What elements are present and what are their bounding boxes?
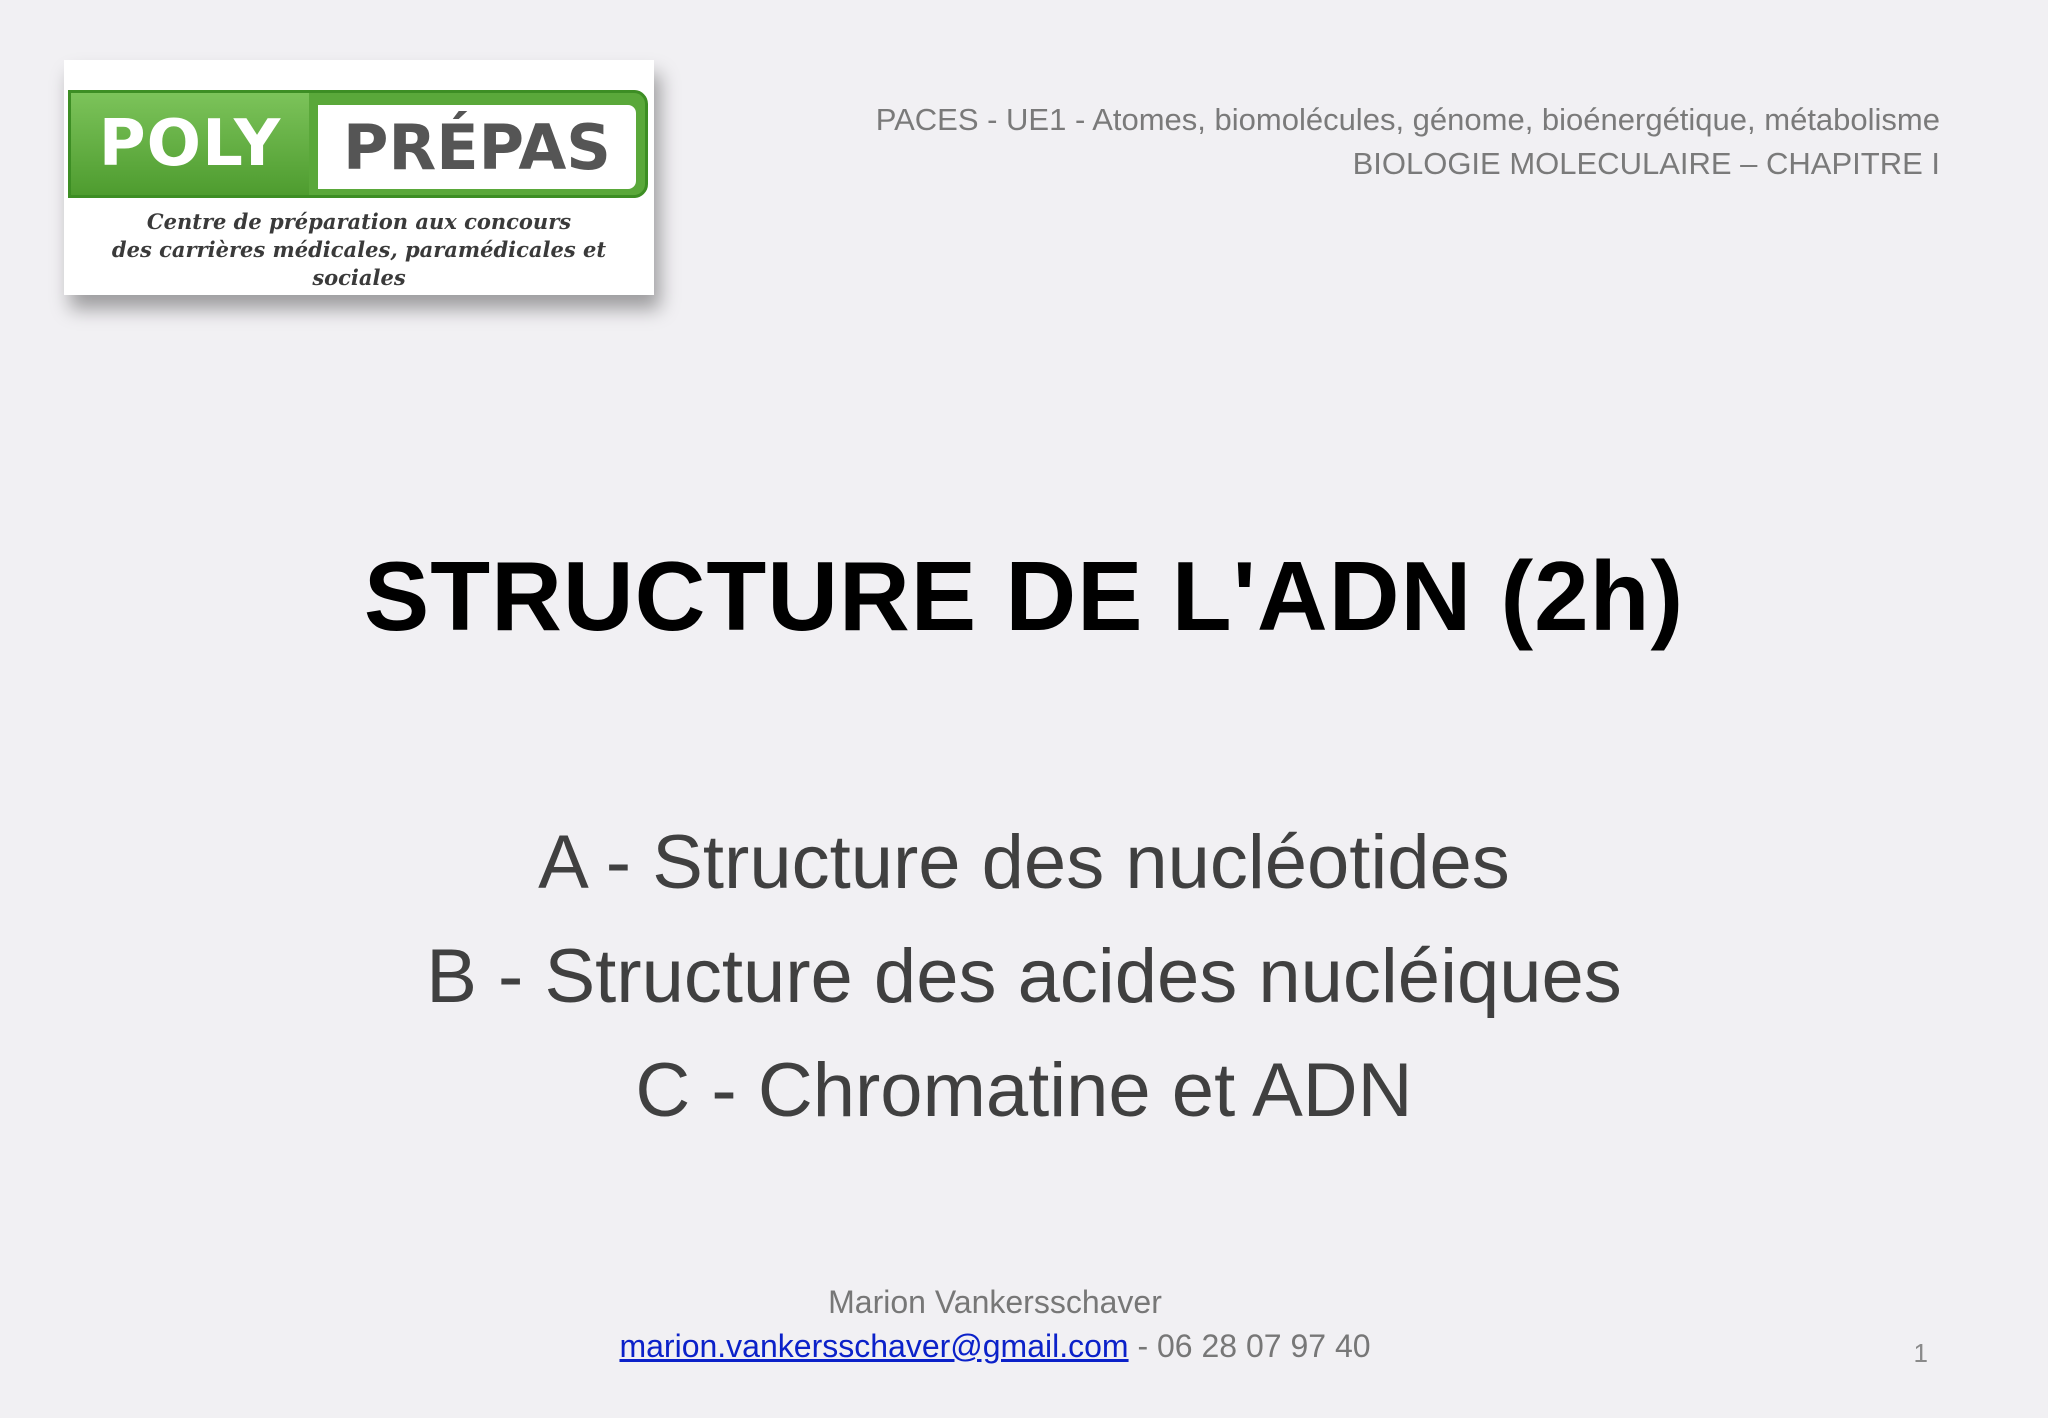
page-number: 1	[1913, 1338, 1928, 1368]
logo-tagline-line-2: des carrières médicales, paramédicales et sociales	[111, 237, 607, 290]
logo-prepas-text: PRÉPAS	[318, 105, 636, 189]
phone-number: - 06 28 07 97 40	[1128, 1328, 1371, 1364]
contact-line	[560, 1324, 1430, 1368]
course-header-line-1: PACES - UE1 - Atomes, biomolécules, génome, bioénergétique, métabolisme	[875, 102, 1940, 137]
logo-tagline	[64, 208, 654, 292]
author-name: Marion Vankersschaver	[828, 1284, 1162, 1320]
logo-tagline-line-1: Centre de préparation aux concours	[146, 209, 572, 234]
course-header-line-2: BIOLOGIE MOLECULAIRE – CHAPITRE I	[1352, 146, 1940, 181]
agenda-item: A - Structure des nucléotides	[538, 820, 1510, 905]
course-header	[876, 98, 1940, 186]
author-footer	[560, 1280, 1430, 1368]
logo-poly-text: POLY	[71, 93, 309, 195]
agenda-item: C - Chromatine et ADN	[635, 1048, 1413, 1133]
agenda-item: B - Structure des acides nucléiques	[426, 934, 1622, 1019]
email-link[interactable]: marion.vankersschaver@gmail.com	[619, 1328, 1129, 1364]
logo-green-bar	[68, 90, 648, 198]
agenda-list	[0, 806, 2048, 1148]
polyprepas-logo	[64, 60, 654, 295]
slide-title: STRUCTURE DE L'ADN (2h)	[363, 541, 1685, 651]
